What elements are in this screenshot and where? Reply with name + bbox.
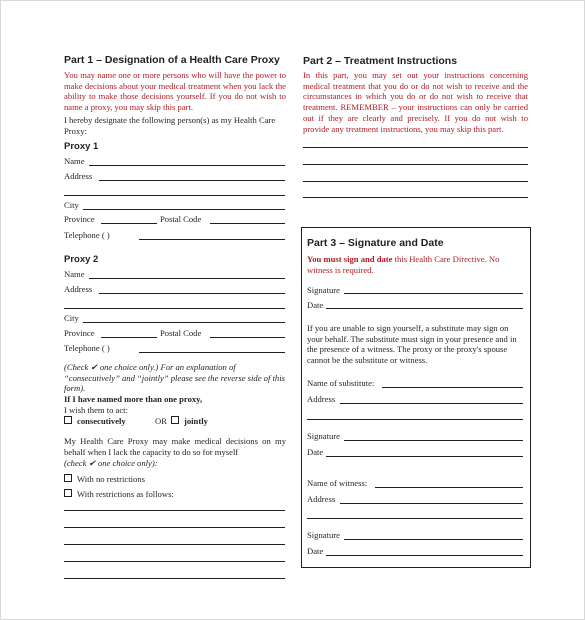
check-note: (Check ✔ one choice only.) For an explanation of “consecutively” and “jointly” please see the reverse side of this form). <box>64 362 285 394</box>
proxy2-address-label: Address <box>64 284 93 294</box>
part3-title: Part 3 – Signature and Date <box>307 237 444 249</box>
date-field[interactable] <box>326 308 523 309</box>
consecutively-option[interactable] <box>64 416 126 427</box>
proxy1-city-label: City <box>64 200 79 210</box>
checkbox-icon[interactable] <box>64 474 72 482</box>
with-restrictions-label: With restrictions as follows: <box>77 489 174 499</box>
witness-address-label: Address <box>307 494 336 504</box>
with-restrictions-option[interactable] <box>64 489 174 500</box>
checkbox-icon[interactable] <box>171 416 179 424</box>
proxy2-address-field[interactable] <box>99 293 285 294</box>
witness-signature-label: Signature <box>307 530 340 540</box>
must-sign-text <box>307 254 523 275</box>
restrictions-line-2[interactable] <box>64 527 285 528</box>
restrictions-line-4[interactable] <box>64 561 285 562</box>
part1-title: Part 1 – Designation of a Health Care Proxy <box>64 54 280 66</box>
substitute-date-label: Date <box>307 447 324 457</box>
proxy1-postal-field[interactable] <box>210 223 285 224</box>
wish-act-text: I wish them to act: <box>64 405 128 415</box>
or-text: OR <box>155 416 167 426</box>
date-label: Date <box>307 300 324 310</box>
jointly-option[interactable] <box>171 416 208 427</box>
substitute-address-field[interactable] <box>340 403 523 404</box>
name-witness-label: Name of witness: <box>307 478 368 488</box>
substitute-signature-field[interactable] <box>344 440 523 441</box>
instructions-line-1[interactable] <box>303 147 528 148</box>
jointly-label: jointly <box>184 416 208 426</box>
instructions-line-2[interactable] <box>303 164 528 165</box>
substitute-address-field-2[interactable] <box>307 419 523 420</box>
more-than-one-text: If I have named more than one proxy, <box>64 394 203 404</box>
substitute-signature-label: Signature <box>307 431 340 441</box>
proxy1-address-field-2[interactable] <box>64 195 285 196</box>
witness-date-field[interactable] <box>326 555 523 556</box>
checkbox-icon[interactable] <box>64 489 72 497</box>
proxy1-name-field[interactable] <box>89 165 285 166</box>
proxy2-postal-label: Postal Code <box>160 328 202 338</box>
name-substitute-label: Name of substitute: <box>307 378 375 388</box>
proxy2-city-field[interactable] <box>83 322 285 323</box>
signature-label: Signature <box>307 285 340 295</box>
must-sign-rest: this Health Care Directive. No witness is required. <box>307 254 500 275</box>
part2-intro: In this part, you may set out your instructions concerning medical treatment that you do or do not wish to receive and the circumstances in which you do or do not wish to receive that treatment. REMEMBER – your instructions can only be carried out if they are clearly and precisely. If you do not wish to provide any treatment instructions, you may skip this part. <box>303 70 528 134</box>
substitute-date-field[interactable] <box>326 456 523 457</box>
proxy2-province-field[interactable] <box>101 337 157 338</box>
proxy2-heading: Proxy 2 <box>64 254 99 265</box>
proxy1-postal-label: Postal Code <box>160 214 202 224</box>
restrictions-line-1[interactable] <box>64 510 285 511</box>
witness-address-field[interactable] <box>340 503 523 504</box>
unable-text: If you are unable to sign yourself, a substitute may sign on your behalf. The substitute must sign in your presence and in the presence of a witness. The proxy or the proxy's spouse cannot be the substitute or witness. <box>307 323 517 366</box>
check-one-text: (check ✔ one choice only): <box>64 458 158 468</box>
name-substitute-field[interactable] <box>382 387 523 388</box>
part1-intro: You may name one or more persons who will have the power to make decisions about your medical treatment when you lack the ability to make those decisions yourself. If you do not wish to name a proxy, you may skip this part. <box>64 70 286 113</box>
proxy1-heading: Proxy 1 <box>64 141 99 152</box>
name-witness-field[interactable] <box>375 487 523 488</box>
instructions-line-3[interactable] <box>303 181 528 182</box>
witness-signature-field[interactable] <box>344 539 523 540</box>
proxy2-province-label: Province <box>64 328 95 338</box>
proxy2-city-label: City <box>64 313 79 323</box>
designate-text: I hereby designate the following person(s) as my Health Care Proxy: <box>64 115 276 136</box>
witness-address-field-2[interactable] <box>307 518 523 519</box>
instructions-line-4[interactable] <box>303 197 528 198</box>
checkbox-icon[interactable] <box>64 416 72 424</box>
proxy1-name-label: Name <box>64 156 85 166</box>
part2-title: Part 2 – Treatment Instructions <box>303 55 458 67</box>
proxy1-address-field[interactable] <box>99 180 285 181</box>
signature-field[interactable] <box>344 293 523 294</box>
consecutively-label: consecutively <box>77 416 126 426</box>
must-sign-bold: You must sign and date <box>307 254 393 264</box>
proxy1-province-field[interactable] <box>101 223 157 224</box>
proxy2-postal-field[interactable] <box>210 337 285 338</box>
medical-decisions-text: My Health Care Proxy may make medical decisions on my behalf when I lack the capacity to do so for myself <box>64 436 286 457</box>
proxy1-province-label: Province <box>64 214 95 224</box>
proxy2-name-label: Name <box>64 269 85 279</box>
proxy1-city-field[interactable] <box>83 209 285 210</box>
part3-box <box>301 227 531 568</box>
proxy1-telephone-label: Telephone ( ) <box>64 230 110 240</box>
proxy2-telephone-label: Telephone ( ) <box>64 343 110 353</box>
proxy2-telephone-field[interactable] <box>139 352 285 353</box>
witness-date-label: Date <box>307 546 324 556</box>
proxy2-address-field-2[interactable] <box>64 308 285 309</box>
restrictions-line-5[interactable] <box>64 578 285 579</box>
proxy1-telephone-field[interactable] <box>139 239 285 240</box>
restrictions-line-3[interactable] <box>64 544 285 545</box>
substitute-address-label: Address <box>307 394 336 404</box>
proxy2-name-field[interactable] <box>89 278 285 279</box>
no-restrictions-option[interactable] <box>64 474 145 485</box>
no-restrictions-label: With no restrictions <box>77 474 145 484</box>
proxy1-address-label: Address <box>64 171 93 181</box>
